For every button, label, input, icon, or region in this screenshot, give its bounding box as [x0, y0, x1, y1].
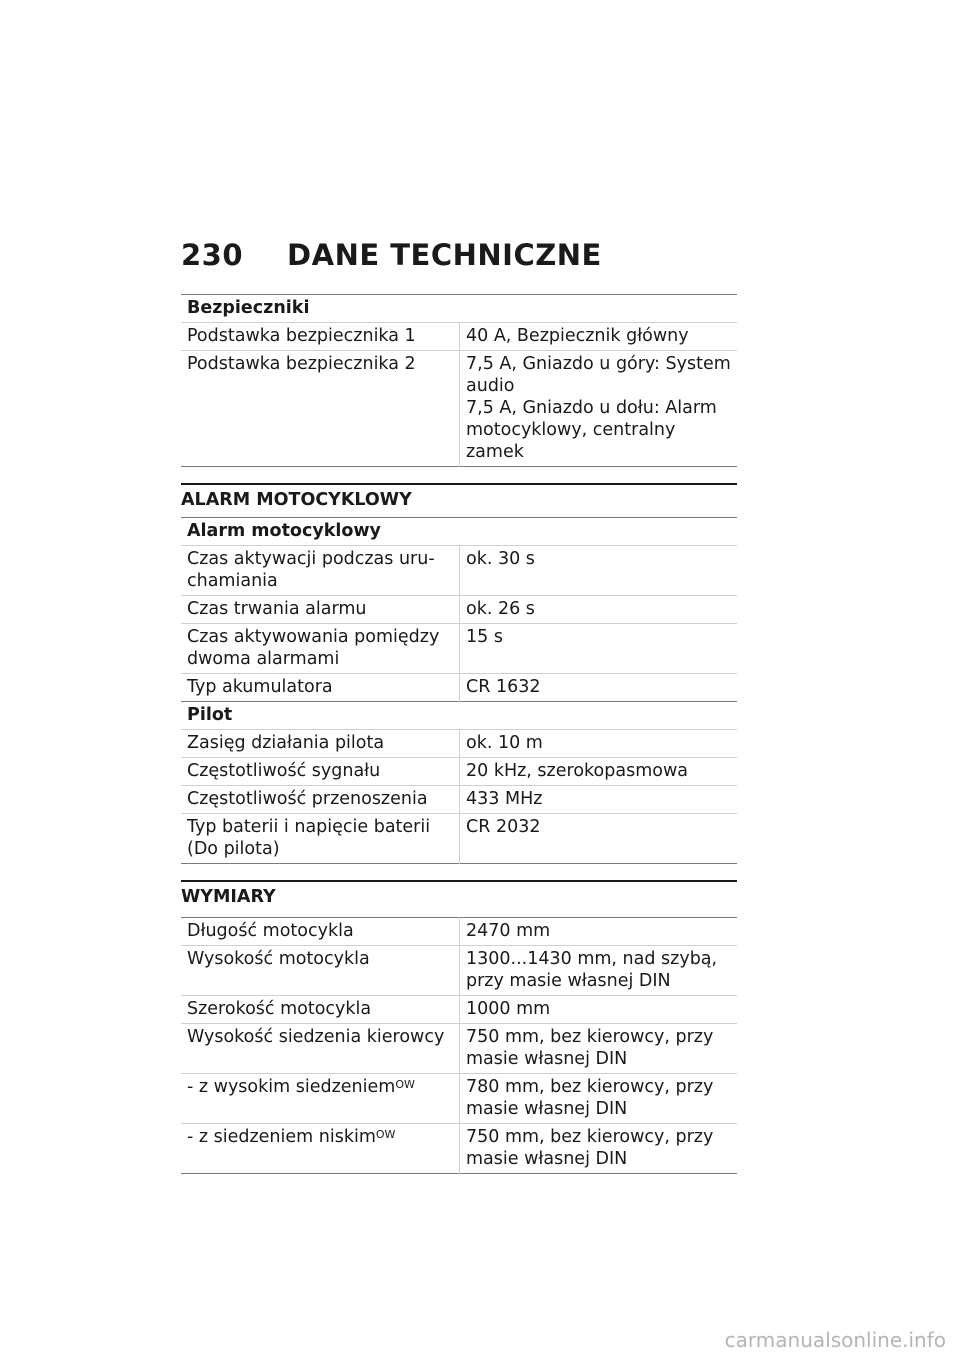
- section-title-dimensions: WYMIARY: [181, 880, 737, 917]
- table-row: [181, 546, 737, 596]
- table-row: [181, 674, 737, 702]
- table-row: [181, 323, 737, 351]
- row-key: Czas aktywacji podczas uruchamiania: [181, 546, 460, 596]
- row-value: 20 kHz, szerokopasmowa: [466, 761, 688, 781]
- row-value: 1300...1430 mm, nad szybą, przy masie własnej DIN: [466, 949, 718, 991]
- table-row: [181, 730, 737, 758]
- table-row: [181, 918, 737, 946]
- row-value: CR 1632: [466, 677, 541, 697]
- table-subheader: [181, 518, 737, 546]
- row-value: 750 mm, bez kierowcy, przy masie własnej DIN: [466, 1027, 714, 1069]
- row-key: Podstawka bezpiecznika 1: [181, 323, 460, 351]
- option-marker: OW: [375, 1128, 396, 1141]
- table-row: [181, 758, 737, 786]
- row-key: Zasięg działania pilota: [181, 730, 460, 758]
- value-line: 7,5 A, Gniazdo u dołu: Alarm motocyklowy, centralny zamek: [466, 398, 717, 462]
- row-value: ok. 10 m: [466, 733, 543, 753]
- row-value: 1000 mm: [466, 999, 551, 1019]
- row-key: Wysokość motocykla: [181, 946, 460, 996]
- row-value: [460, 351, 738, 467]
- row-value: 15 s: [466, 627, 503, 647]
- row-value: ok. 30 s: [466, 549, 535, 569]
- alarm-table: [181, 517, 737, 864]
- content: [181, 294, 737, 1174]
- row-key: Częstotliwość przenoszenia: [181, 786, 460, 814]
- value-line: 7,5 A, Gniazdo u góry: System audio: [466, 354, 731, 396]
- value-line: 40 A, Bezpiecznik główny: [466, 326, 689, 346]
- section-title-alarm: ALARM MOTOCYKLOWY: [181, 483, 737, 517]
- row-value: CR 2032: [466, 817, 541, 837]
- table-subheader: [181, 295, 737, 323]
- row-key: [181, 1074, 460, 1124]
- dimensions-table: [181, 917, 737, 1174]
- row-value: ok. 26 s: [466, 599, 535, 619]
- alarm-subtitle: Alarm motocyklowy: [187, 521, 381, 541]
- watermark: carmanualsonline.info: [724, 1328, 946, 1352]
- page-number: 230: [181, 238, 244, 272]
- remote-subtitle: Pilot: [187, 705, 233, 725]
- row-key: Czas aktywowania pomiędzy dwoma alarmami: [181, 624, 460, 674]
- row-key: Częstotliwość sygnału: [181, 758, 460, 786]
- row-key: Wysokość siedzenia kierowcy: [181, 1024, 460, 1074]
- table-row: [181, 1124, 737, 1174]
- row-key: Szerokość motocykla: [181, 996, 460, 1024]
- row-value: [460, 323, 738, 351]
- row-key: Długość motocykla: [181, 918, 460, 946]
- row-value: 750 mm, bez kierowcy, przy masie własnej DIN: [466, 1127, 714, 1169]
- fuses-subtitle: Bezpieczniki: [187, 298, 310, 318]
- row-value: 2470 mm: [466, 921, 551, 941]
- option-marker: OW: [395, 1078, 415, 1091]
- page-title: DANE TECHNICZNE: [287, 238, 602, 272]
- row-value: 780 mm, bez kierowcy, przy masie własnej DIN: [466, 1077, 714, 1119]
- row-key-text: - z siedzeniem niskim: [187, 1127, 376, 1147]
- table-subheader: [181, 702, 737, 730]
- table-row: [181, 814, 737, 864]
- page-header: [181, 238, 602, 272]
- row-key: Typ akumulatora: [181, 674, 460, 702]
- fuses-table: [181, 294, 737, 467]
- table-row: [181, 786, 737, 814]
- row-value: 433 MHz: [466, 789, 543, 809]
- row-key: Czas trwania alarmu: [181, 596, 460, 624]
- table-row: [181, 1024, 737, 1074]
- table-row: [181, 624, 737, 674]
- row-key: Podstawka bezpiecznika 2: [181, 351, 460, 467]
- table-row: [181, 596, 737, 624]
- table-row: [181, 1074, 737, 1124]
- table-row: [181, 946, 737, 996]
- row-key: Typ baterii i napięcie baterii (Do pilota): [181, 814, 460, 864]
- table-row: [181, 351, 737, 467]
- table-row: [181, 996, 737, 1024]
- row-key-text: - z wysokim siedzeniem: [187, 1077, 396, 1097]
- row-key: [181, 1124, 460, 1174]
